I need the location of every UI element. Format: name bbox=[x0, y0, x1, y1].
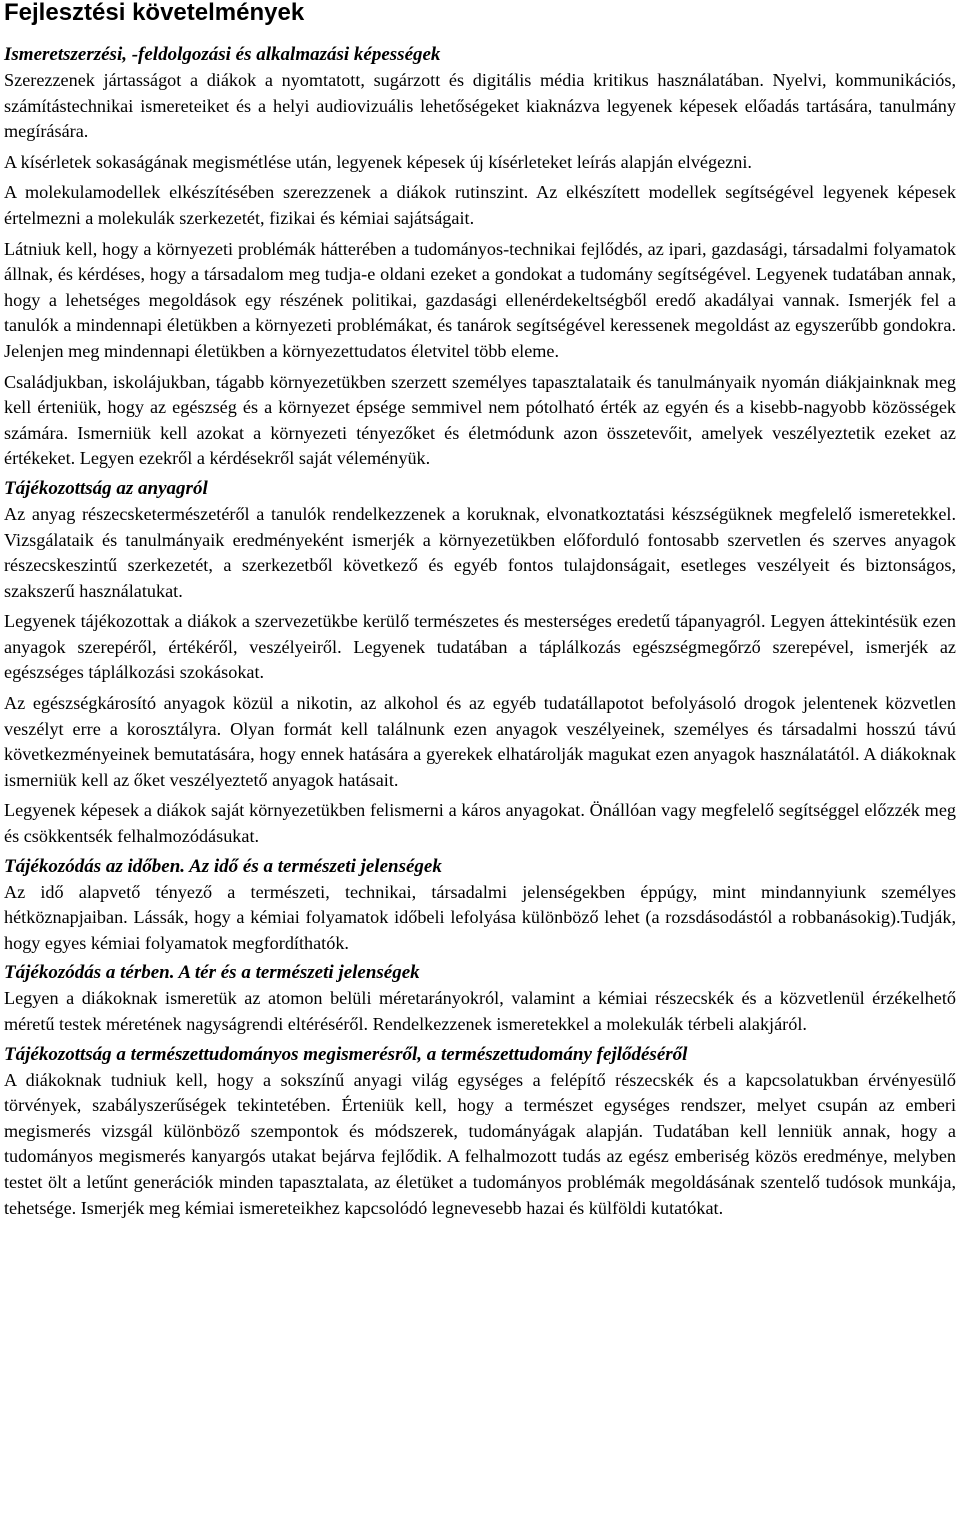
paragraph: Családjukban, iskolájukban, tágabb környezetükben szerzett személyes tapasztalataik és tanulmányaik nyomán diákjainknak meg kell érteniük, hogy az egészség és a környezet épsége semmivel nem pótolható érték az egyén és a kisebb-nagyobb közösségek számára. Ismerniük kell azokat a környezeti tényezőket és életmódunk azon összetevőit, amelyek veszélyeztetik ezeket az értékeket. Legyen ezekről a kérdésekről saját véleményük. bbox=[4, 371, 956, 469]
paragraph: Látniuk kell, hogy a környezeti problémák hátterében a tudományos-technikai fejlődés, az ipari, gazdasági, társadalmi folyamatok állnak, és kérdéses, hogy a társadalom meg tudja-e oldani ezeket a gondokat a tudomány segítségével. Legyenek tudatában annak, hogy a lehetséges megoldások egy részének politikai, gazdasági ellenérdekeltségből eredő akadályai vannak. Ismerjék fel a tanulók a mindennapi életükben a környezeti problémákat, és tanárok segítségével keressenek megoldást az egyszerűbb gondokra. Jelenjen meg mindennapi életükben a környezettudatos életvitel több eleme. bbox=[4, 238, 956, 361]
paragraph: A diákoknak tudniuk kell, hogy a sokszínű anyagi világ egységes a felépítő részecskék és a kapcsolatukban érvényesülő törvények, szabályszerűségek tekintetében. Érteniük kell, hogy a természet egységes rendszer, melyet csupán az emberi megismerés vizsgál különböző szempontok és módszerek, tudományágak alapján. Tudatában kell lenniük annak, hogy a tudományos megismerés kanyargós utakat bejárva fejlődik. A felhalmozott tudás az egész emberiség közös eredménye, melyben testet ölt a letűnt generációk minden tapasztalata, az életüket a tudományos problémák megoldásának szentelő tudósok munkája, tehetsége. Ismerjék meg kémiai ismereteikhez kapcsolódó legnevesebb hazai és külföldi kutatókat. bbox=[4, 1069, 956, 1218]
paragraph: Legyenek tájékozottak a diákok a szervezetükbe kerülő természetes és mesterséges eredetű tápanyagról. Legyen áttekintésük ezen anyagok szerepéről, értékéről, veszélyeiről. Legyenek tudatában a táplálkozás egészségmegőrző szerepével, ismerjék az egészséges táplálkozási szokásokat. bbox=[4, 611, 956, 683]
section-heading: Tájékozottság a természettudományos megismerésről, a természettudomány fejlődéséről bbox=[4, 1043, 688, 1065]
section-anyag bbox=[4, 478, 956, 850]
section-heading: Tájékozódás az időben. Az idő és a természeti jelenségek bbox=[4, 855, 442, 877]
paragraph: Szerezzenek jártasságot a diákok a nyomtatott, sugárzott és digitális média kritikus használatában. Nyelvi, kommunikációs, számítástechnikai ismereteiket és a helyi audiovizuális lehetőségeket kiaknázva legyenek képesek előadás tartására, tanulmány megírására. bbox=[4, 70, 956, 142]
paragraph: Az egészségkárosító anyagok közül a nikotin, az alkohol és az egyéb tudatállapotot befolyásoló drogok jelentenek közvetlen veszélyt erre a korosztályra. Olyan formát kell találnunk ezen anyagok veszélyeinek, személyes és társadalmi hosszú távú következményeinek bemutatására, hogy ennek hatására a gyerekek elhatárolják magukat ezen anyagok használatától. A diákoknak ismerniük kell az őket veszélyeztető anyagok hatásait. bbox=[4, 693, 956, 790]
paragraph: Az idő alapvető tényező a természeti, technikai, társadalmi jelenségekben éppúgy, mint mindannyiunk személyes hétköznapjaiban. Lássák, hogy a kémiai folyamatok időbeli lefolyása különböző lehet (a rozsdásodástól a robbanásokig).Tudják, hogy egyes kémiai folyamatok megfordíthatók. bbox=[4, 881, 956, 953]
paragraph: A molekulamodellek elkészítésében szerezzenek a diákok rutinszint. Az elkészített modellek segítségével legyenek képesek értelmezni a molekulák szerkezetét, fizikai és kémiai sajátságait. bbox=[4, 182, 956, 228]
paragraph: Legyen a diákoknak ismeretük az atomon belüli méretarányokról, valamint a kémiai részecskék és a közvetlenül érzékelhető méretű testek méretének nagyságrendi eltéréséről. Rendelkezzenek ismeretekkel a molekulák térbeli alakjáról. bbox=[4, 988, 956, 1034]
section-heading: Ismeretszerzési, -feldolgozási és alkalmazási képességek bbox=[4, 44, 441, 65]
section-heading: Tájékozódás a térben. A tér és a természeti jelenségek bbox=[4, 962, 420, 984]
section-ter bbox=[4, 962, 956, 1037]
paragraph: Az anyag részecsketermészetéről a tanulók rendelkezzenek a koruknak, elvonatkoztatási készségüknek megfelelő ismeretekkel. Vizsgálataik és tanulmányaik eredményeként ismerjék a környezetükben előforduló fontosabb szervetlen és szerves anyagok részecskeszintű szerkezetét, a szerkezetből következő és egyéb fontos tulajdonságait, esetleges veszélyeit és biztonságos, szakszerű használatukat. bbox=[4, 503, 956, 601]
paragraph: A kísérletek sokaságának megismétlése után, legyenek képesek új kísérleteket leírás alapján elvégezni. bbox=[4, 151, 752, 172]
section-ismeretszerzes bbox=[4, 44, 956, 472]
paragraph: Legyenek képesek a diákok saját környezetükben felismerni a káros anyagokat. Önállóan vagy megfelelő segítséggel előzzék meg és csökkentsék felhalmozódásukat. bbox=[4, 800, 956, 847]
section-megismeres bbox=[4, 1044, 956, 1222]
page-title: Fejlesztési követelmények bbox=[4, 0, 305, 26]
section-ido bbox=[4, 856, 956, 957]
section-heading: Tájékozottság az anyagról bbox=[4, 477, 208, 499]
